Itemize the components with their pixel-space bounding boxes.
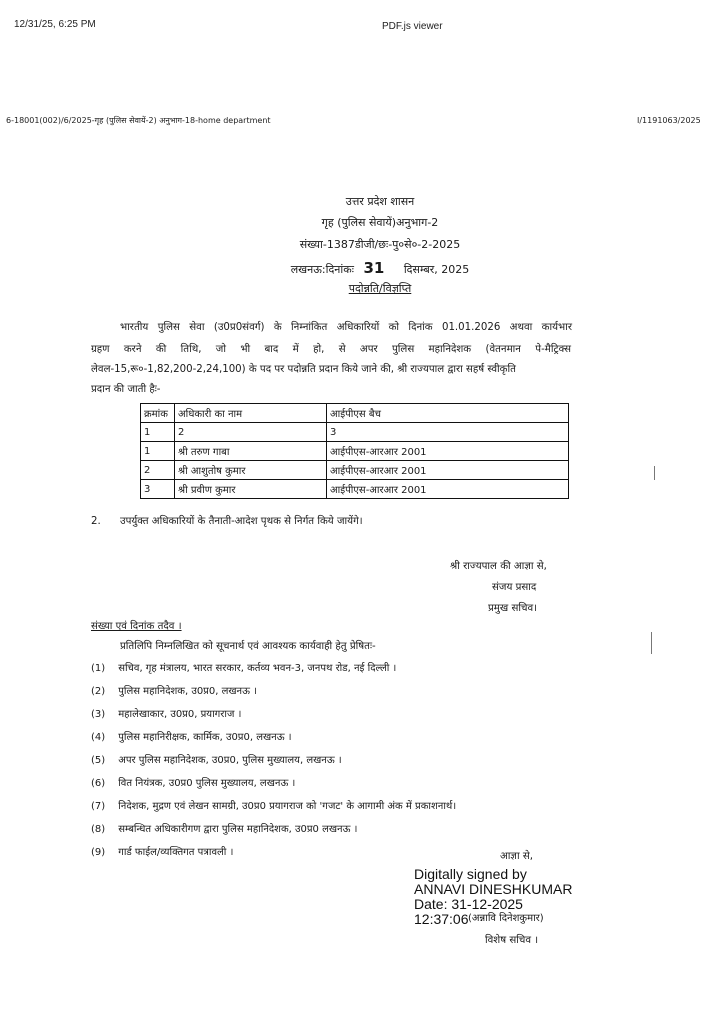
- intro-line-2: ग्रहण करने की तिथि, जो भी बाद में हो, से अपर पुलिस महानिदेशक (वेतनमान पे-मैट्रिक्स: [91, 344, 571, 355]
- list-item: (8) सम्बन्धित अधिकारीगण द्वारा पुलिस महानिदेशक, उ0प्र0 लखनऊ ।: [91, 824, 358, 835]
- table-cell: आईपीएस-आरआर 2001: [327, 480, 569, 499]
- intro-line-1: भारतीय पुलिस सेवा (उ0प्र0संवर्ग) के निम्नांकित अधिकारियों को दिनांक 01.01.2026 अथवा कार्यभार: [120, 322, 572, 333]
- paragraph-2-text: उपर्युक्त अधिकारियों के तैनाती-आदेश पृथक से निर्गत किये जायेंगे।: [120, 516, 363, 527]
- scan-mark: [651, 632, 652, 654]
- table-row: [141, 480, 569, 499]
- digital-signature: Digitally signed by ANNAVI DINESHKUMAR Date: 31-12-2025 12:37:06: [414, 866, 573, 927]
- signatory-name: संजय प्रसाद: [492, 582, 537, 593]
- table-cell: श्री प्रवीण कुमार: [175, 480, 327, 499]
- copy-section-heading: संख्या एवं दिनांक तदैव ।: [91, 621, 182, 632]
- table-cell: 1: [141, 423, 175, 442]
- list-item: (9) गार्ड फाईल/व्यक्तिगत पत्रावली ।: [91, 847, 234, 858]
- print-timestamp: 12/31/25, 6:25 PM: [14, 19, 96, 30]
- governor-order-line: श्री राज्यपाल की आज्ञा से,: [450, 561, 547, 572]
- header-serial: क्रमांक: [141, 404, 175, 423]
- order-number: संख्या-1387डीजी/छः-पु०से०-2-2025: [299, 238, 461, 251]
- table-cell: 3: [141, 480, 175, 499]
- table-cell: श्री तरुण गाबा: [175, 442, 327, 461]
- list-item: (6) वित नियंत्रक, उ0प्र0 पुलिस मुख्यालय, लखनऊ ।: [91, 778, 296, 789]
- intro-line-3: लेवल-15,रू०-1,82,200-2,24,100) के पद पर पदोन्नति प्रदान किये जाने की, श्री राज्यपाल द्वारा सहर्ष स्वीकृति: [91, 364, 516, 375]
- closing-name: (अन्नावि दिनेशकुमार): [468, 913, 544, 924]
- table-cell: श्री आशुतोष कुमार: [175, 461, 327, 480]
- list-item: (7) निदेशक, मुद्रण एवं लेखन सामग्री, उ0प्र0 प्रयागराज को 'गजट' के आगामी अंक में प्रकाशनार्थ।: [91, 801, 457, 812]
- order-date: [160, 259, 600, 277]
- closing-designation: विशेष सचिव ।: [485, 935, 539, 946]
- table-cell: 3: [327, 423, 569, 442]
- signatory-designation: प्रमुख सचिव।: [488, 603, 537, 614]
- file-reference: 6-18001(002)/6/2025-गृह (पुलिस सेवायें-2) अनुभाग-18-home department: [6, 116, 271, 125]
- header-ips-batch: आईपीएस बैच: [327, 404, 569, 423]
- date-prefix: लखनऊ:दिनांकः: [290, 263, 354, 276]
- table-cell: 1: [141, 442, 175, 461]
- table-header-row: [141, 404, 569, 423]
- table-cell: आईपीएस-आरआर 2001: [327, 442, 569, 461]
- paragraph-2-number: 2.: [91, 516, 101, 527]
- document-id: I/1191063/2025: [637, 116, 701, 125]
- copy-section-intro: प्रतिलिपि निम्नलिखित को सूचनार्थ एवं आवश्यक कार्यवाही हेतु प्रेषितः-: [120, 641, 376, 652]
- list-item: (1) सचिव, गृह मंत्रालय, भारत सरकार, कर्तव्य भवन-3, जनपथ रोड, नई दिल्ली ।: [91, 663, 397, 674]
- list-item: (2) पुलिस महानिदेशक, उ0प्र0, लखनऊ ।: [91, 686, 257, 697]
- table-cell: 2: [175, 423, 327, 442]
- scan-mark: [654, 466, 655, 480]
- table-row: [141, 461, 569, 480]
- intro-line-4: प्रदान की जाती हैः-: [91, 384, 161, 395]
- closing-order-line: आज्ञा से,: [500, 851, 533, 862]
- viewer-title: PDF.js viewer: [382, 21, 443, 32]
- govt-title: उत्तर प्रदेश शासन: [345, 195, 415, 208]
- subject: पदोन्नति/विज्ञप्ति: [348, 282, 412, 295]
- list-item: (5) अपर पुलिस महानिदेशक, उ0प्र0, पुलिस मुख्यालय, लखनऊ ।: [91, 755, 342, 766]
- officers-table: [140, 403, 569, 499]
- department-title: गृह (पुलिस सेवायें)अनुभाग-2: [321, 216, 439, 229]
- list-item: (3) महालेखाकार, उ0प्र0, प्रयागराज ।: [91, 709, 242, 720]
- table-cell: 2: [141, 461, 175, 480]
- table-index-row: [141, 423, 569, 442]
- date-day: 31: [363, 259, 385, 277]
- date-month-year: दिसम्बर, 2025: [403, 263, 470, 276]
- table-row: [141, 442, 569, 461]
- list-item: (4) पुलिस महानिरीक्षक, कार्मिक, उ0प्र0, लखनऊ ।: [91, 732, 292, 743]
- table-cell: आईपीएस-आरआर 2001: [327, 461, 569, 480]
- header-officer-name: अधिकारी का नाम: [175, 404, 327, 423]
